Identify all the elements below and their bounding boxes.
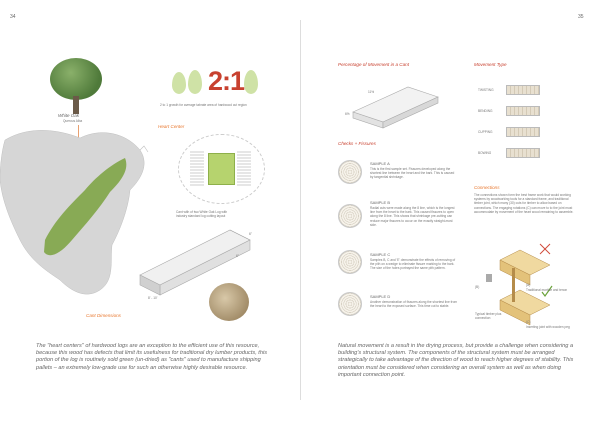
sample-d-title: SAMPLE D: [370, 294, 391, 299]
bending-board-icon: [506, 106, 540, 116]
twisting-board-icon: [506, 85, 540, 95]
movement-cant-title: Percentage of Movement in a Cant: [338, 62, 409, 67]
leaf-icon: [244, 70, 258, 94]
movement-type-label: BOWING: [478, 150, 492, 155]
tree-canopy: [50, 58, 102, 100]
bowing-board-icon: [506, 148, 540, 158]
growth-ratio: 2:1: [208, 66, 245, 96]
cant-dim-2: 6": [236, 254, 239, 258]
connections-text: The connections shown form the best frame work that would working systems by woodworking tools for a standard frame, and traditional timber joint, which many (30) cuts for timber to allow based on connections. The engaging rotations (C) can move to to the joint must accommodate by movement of the heart wood remaining to assemble.: [474, 193, 574, 214]
tree-latin: Quercus Alba: [63, 119, 83, 123]
page-number-left: 34: [10, 14, 16, 20]
spine-divider: [300, 20, 301, 400]
movement-type-label: CUPPING: [478, 129, 493, 134]
cant-dim-length: 8' - 10': [148, 296, 158, 300]
log-cross-section-diagram: [178, 134, 263, 202]
connection-b-label: (B): [475, 285, 480, 289]
cant-3d-svg: [120, 195, 270, 305]
ratio-caption: 2 to 1 growth for average tabrate area of hardwood cut region: [160, 103, 247, 107]
sample-c-ring: [338, 250, 362, 274]
movement-type-label: BENDING: [478, 108, 493, 113]
cupping-board-icon: [506, 127, 540, 137]
page-number-right: 35: [578, 14, 584, 20]
movement-cant-diagram: [338, 72, 448, 132]
sample-a-ring: [338, 160, 362, 184]
movement-label-a: 11%: [368, 90, 375, 94]
movement-type-item: [478, 85, 540, 95]
sample-b-ring: [338, 204, 362, 228]
tree-name: White Oak: [58, 113, 80, 118]
tree-trunk: [73, 96, 79, 114]
connection-a-text: Traditional mortise and tenon: [526, 288, 568, 292]
left-body-paragraph: The "heart centers" of hardwood logs are an exception to the efficient use of this resource, because this wood has defects that limit its usefulness for traditional dry lumber products, this portion of the log is routinely sold green (un-dried) as "cants" used to manufacture shipping pallets – an extremely low-grade use for such an otherwise highly desirable resource.: [36, 343, 268, 371]
connection-b-text: Typical timber plus connection: [475, 312, 502, 321]
checks-title: Checks + Fissures: [338, 141, 376, 146]
movement-type-title: Movement Type: [474, 62, 507, 67]
movement-cant-svg: [338, 72, 448, 132]
heart-cant-highlight: [208, 153, 235, 185]
movement-type-item: [478, 106, 540, 116]
sample-b-text: Radial cuts were made along the 8 line, which is the longest line from the heart to the bark. This caused fissures to open along the 8 line. This shows that shrinkage pre-cutting can reduce major fissures to occur on the exactly straight-most side.: [370, 206, 455, 227]
movement-type-item: [478, 127, 540, 137]
wood-texture-photo: [209, 283, 249, 321]
board-stack-right: [237, 150, 251, 186]
sample-b-title: SAMPLE B: [370, 200, 391, 205]
connection-b-icon: [486, 274, 492, 282]
sample-c-title: SAMPLE C: [370, 252, 391, 257]
movement-type-label: TWISTING: [478, 87, 494, 92]
connection-c-label: (C): [526, 320, 531, 324]
sample-a-text: This is the first sample set. Fissures developed along the shortest line between the heart and the bark. This is caused by tangential shrinkage.: [370, 167, 455, 180]
heart-center-title: Heart Center: [158, 124, 185, 129]
movement-type-item: [478, 148, 540, 158]
sample-d-text: Another demonstration of fissures along the shortest line from the heart to the exposed surface. This time cut to stable.: [370, 300, 457, 309]
connection-a-label: (A): [526, 283, 531, 287]
connections-title: Connections: [474, 185, 500, 190]
sample-a-title: SAMPLE A: [370, 161, 390, 166]
movement-type-list: [478, 85, 540, 158]
cant-dimensions-diagram: [120, 195, 270, 305]
sample-d-ring: [338, 292, 362, 316]
connection-c-text: Inserting joint with wooden peg: [526, 325, 570, 329]
leaf-icon: [172, 72, 186, 94]
cant-dimensions-title: Cant Dimensions: [86, 313, 121, 318]
leaf-icon: [188, 70, 202, 94]
white-oak-tree-illustration: [50, 58, 102, 116]
sample-c-text: Samples B, C and 'E' demonstrate the effects of removing of the pith on a wedge to eliminate fissure marking to the bark. The size of the holes portrayed the same pith pattern.: [370, 258, 456, 271]
right-body-paragraph: Natural movement is a result in the drying process, but provide a challenge when considering a building's structural system. The components of the structural system must be arranged strategically to take advantage of the direction of wood to reach higher degrees of stability. This orientation must be considered when considering an overall system as well as when doing important connection point.: [338, 343, 574, 378]
heart-center-caption: Cant with of two White Oak Log with industry standard log cutting layout: [176, 210, 228, 219]
movement-label-b: 6%: [345, 112, 350, 116]
board-stack-left: [190, 150, 204, 186]
cant-dim-1: 6": [249, 232, 252, 236]
